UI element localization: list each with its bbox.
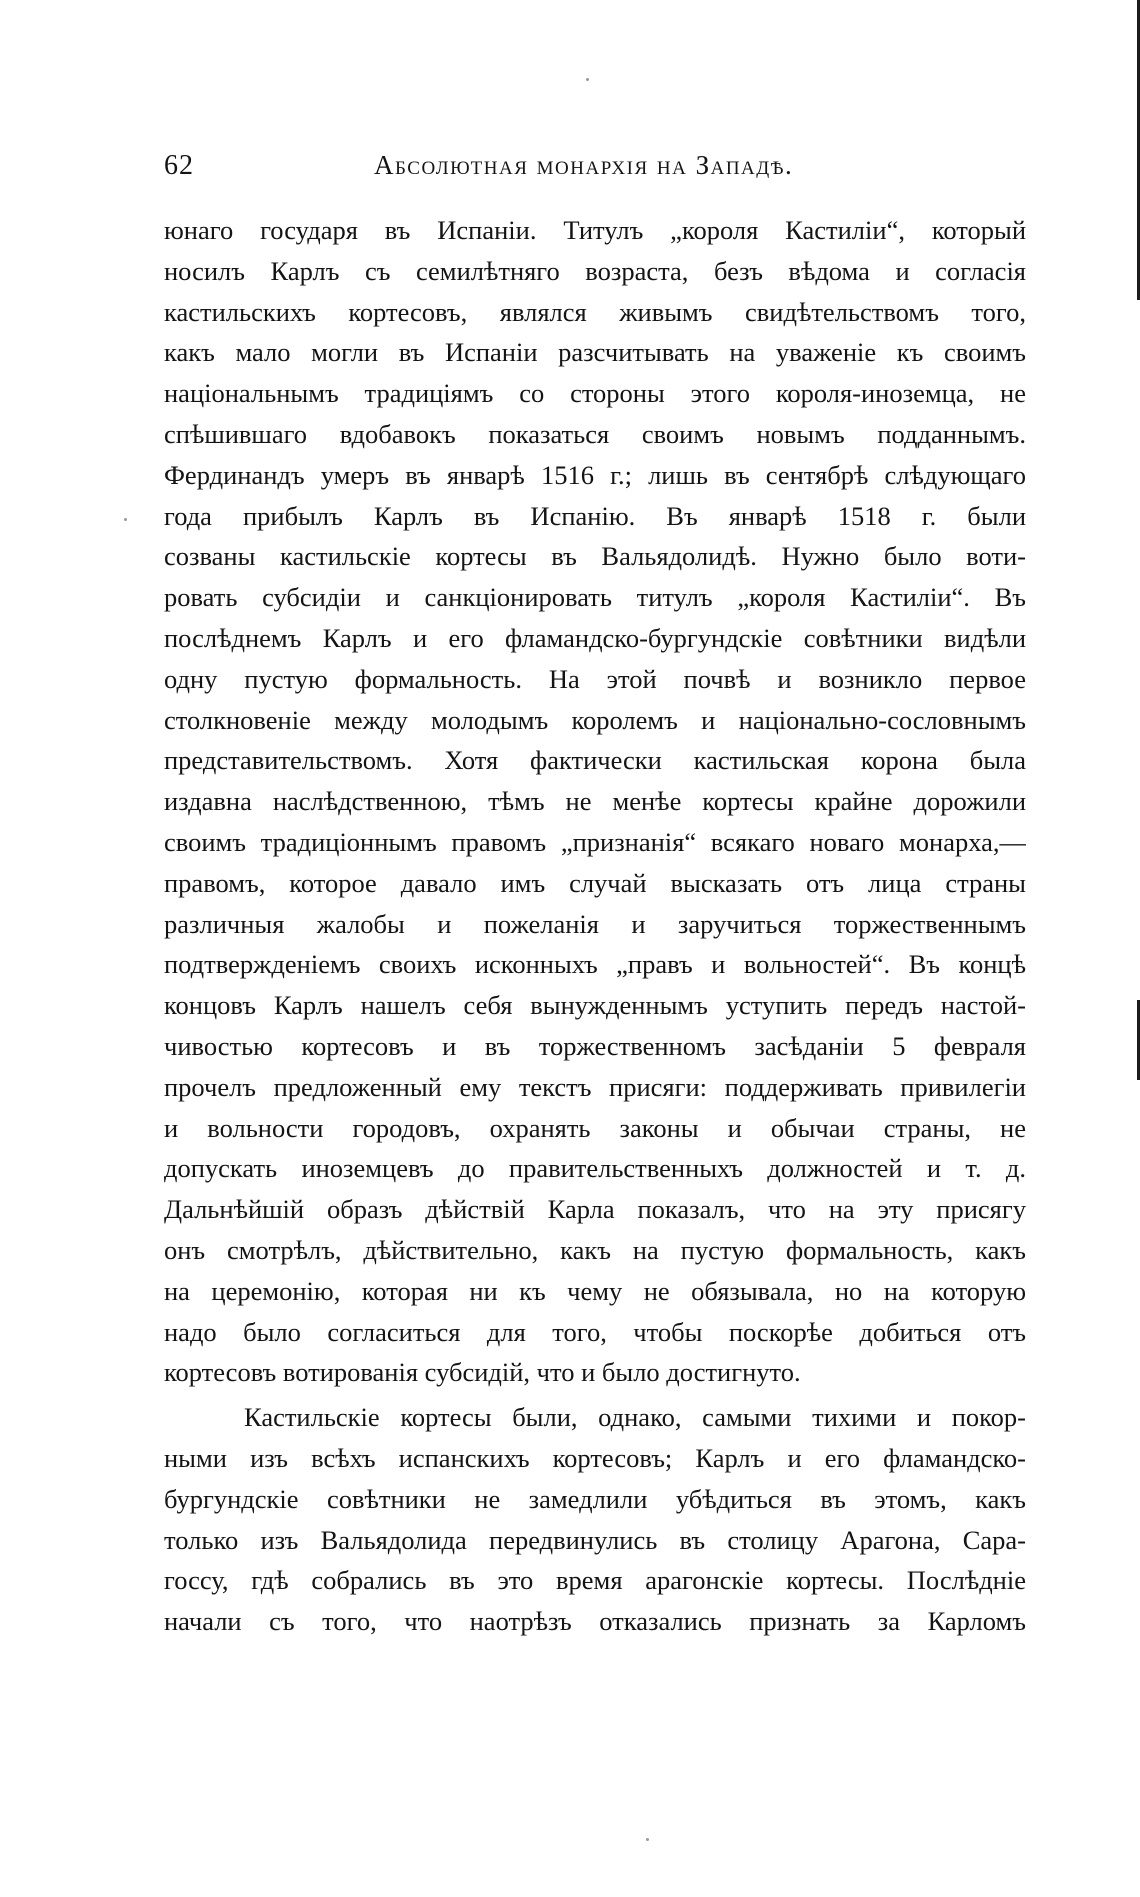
page-number: 62 — [164, 150, 194, 181]
paper-speck — [124, 518, 127, 521]
text-line: кортесовъ вотированія субсидій, что и было достигнуто. — [164, 1357, 801, 1388]
text-line: Фердинандъ умеръ въ январѣ 1516 г.; лишь въ сентябрѣ слѣдующаго — [164, 459, 1026, 490]
text-line: только изъ Вальядолида передвинулись въ столицу Арагона, Сара- — [164, 1524, 1026, 1555]
text-line: ровать субсидіи и санкціонировать титулъ „короля Кастиліи“. Въ — [164, 582, 1026, 613]
text-line: чивостью кортесовъ и въ торжественномъ засѣданіи 5 февраля — [164, 1030, 1026, 1061]
text-line: кастильскихъ кортесовъ, являлся живымъ свидѣтельствомъ того, — [164, 296, 1026, 327]
text-line: носилъ Карлъ съ семилѣтняго возраста, безъ вѣдома и согласія — [164, 255, 1026, 286]
text-line: начали съ того, что наотрѣзъ отказались признать за Карломъ — [164, 1606, 1026, 1637]
text-line: Кастильскіе кортесы были, однако, самыми тихими и покор- — [244, 1402, 1026, 1433]
text-line: года прибылъ Карлъ въ Испанію. Въ январѣ 1518 г. были — [164, 500, 1026, 531]
text-line: бургундскіе совѣтники не замедлили убѣдиться въ этомъ, какъ — [164, 1483, 1026, 1514]
text-line: одну пустую формальность. На этой почвѣ и возникло первое — [164, 663, 1026, 694]
text-line: Дальнѣйшій образъ дѣйствій Карла показалъ, что на эту присягу — [164, 1194, 1026, 1225]
text-line: столкновеніе между молодымъ королемъ и національно-сословнымъ — [164, 704, 1026, 735]
text-line: подтвержденіемъ своихъ исконныхъ „правъ и вольностей“. Въ концѣ — [164, 949, 1026, 980]
paragraph-1 — [164, 210, 1026, 1393]
running-head: Абсолютная монархія на Западѣ. — [374, 150, 794, 180]
text-line: надо было согласиться для того, чтобы поскорѣе добиться отъ — [164, 1316, 1026, 1347]
text-line: на церемонію, которая ни къ чему не обязывала, но на которую — [164, 1275, 1026, 1306]
text-line: созваны кастильскіе кортесы въ Вальядолидѣ. Нужно было воти- — [164, 541, 1026, 572]
text-line: прочелъ предложенный ему текстъ присяги: поддерживать привилегіи — [164, 1071, 1026, 1102]
text-line: ными изъ всѣхъ испанскихъ кортесовъ; Карлъ и его фламандско- — [164, 1442, 1026, 1473]
text-line: своимъ традиціоннымъ правомъ „признанія“ всякаго новаго монарха,— — [164, 826, 1026, 857]
text-line: національнымъ традиціямъ со стороны этого короля-иноземца, не — [164, 378, 1026, 409]
text-line: и вольности городовъ, охранять законы и обычаи страны, не — [164, 1112, 1026, 1143]
text-line: госсу, гдѣ собрались въ это время арагонскіе кортесы. Послѣдніе — [164, 1565, 1026, 1596]
text-line: концовъ Карлъ нашелъ себя вынужденнымъ уступить передъ настой- — [164, 990, 1026, 1021]
paper-speck — [586, 78, 589, 81]
paragraph-2 — [164, 1397, 1026, 1642]
text-line: правомъ, которое давало имъ случай высказать отъ лица страны — [164, 867, 1026, 898]
text-line: какъ мало могли въ Испаніи разсчитывать на уваженіе къ своимъ — [164, 337, 1026, 368]
body-text — [164, 210, 1026, 1642]
text-line: различныя жалобы и пожеланія и заручиться торжественнымъ — [164, 908, 1026, 939]
text-line: юнаго государя въ Испаніи. Титулъ „короля Кастиліи“, который — [164, 215, 1026, 245]
paper-speck — [646, 1838, 649, 1841]
text-line: спѣшившаго вдобавокъ показаться своимъ новымъ подданнымъ. — [164, 418, 1026, 449]
text-line: допускать иноземцевъ до правительственныхъ должностей и т. д. — [164, 1153, 1026, 1184]
text-line: послѣднемъ Карлъ и его фламандско-бургундскіе совѣтники видѣли — [164, 622, 1026, 653]
text-line: издавна наслѣдственною, тѣмъ не менѣе кортесы крайне дорожили — [164, 786, 1026, 817]
text-line: онъ смотрѣлъ, дѣйствительно, какъ на пустую формальность, какъ — [164, 1234, 1026, 1265]
text-line: представительствомъ. Хотя фактически кастильская корона была — [164, 745, 1026, 776]
